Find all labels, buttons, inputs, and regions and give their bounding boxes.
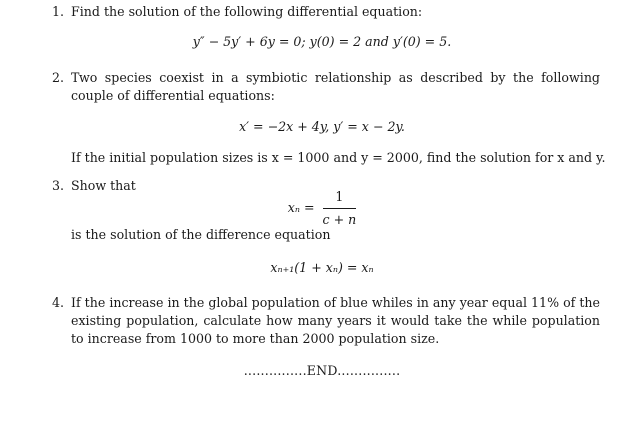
question-2: [52, 69, 600, 105]
question-3-text: Show that: [71, 178, 136, 193]
question-1-equation: y″ − 5y′ + 6y = 0; y(0) = 2 and y′(0) = 5.: [192, 34, 452, 49]
question-3-middle-text: is the solution of the difference equation: [71, 227, 331, 242]
question-2-followup: If the initial population sizes is x = 1000 and y = 2000, find the solution for x and y.: [71, 150, 606, 165]
question-2-number: 2.: [52, 70, 65, 85]
end-marker: ...............END...............: [243, 363, 401, 378]
question-4-text: If the increase in the global population of blue whiles in any year equal 11% of the existing population, calculate how many years it would take the while population to increase from 1000 to more than 2000 population size.: [71, 295, 600, 346]
question-3-fraction-numerator: 1: [323, 188, 357, 209]
question-4-number: 4.: [52, 295, 65, 310]
question-3-equation: xₙ₊₁(1 + xₙ) = xₙ: [270, 260, 374, 275]
question-3-formula: [0, 188, 644, 229]
question-3-number: 3.: [52, 178, 65, 193]
question-1-number: 1.: [52, 4, 65, 19]
question-2-equation: x′ = −2x + 4y, y′ = x − 2y.: [239, 119, 405, 134]
question-3-fraction: [323, 188, 357, 229]
question-2-text: Two species coexist in a symbiotic relationship as described by the following couple of differential equations:: [71, 70, 600, 103]
question-1: [52, 3, 600, 21]
question-3-fraction-denominator: c + n: [322, 212, 357, 227]
question-3-lhs: xₙ =: [287, 200, 315, 215]
question-4: [52, 294, 600, 348]
question-1-text: Find the solution of the following differential equation:: [71, 4, 423, 19]
